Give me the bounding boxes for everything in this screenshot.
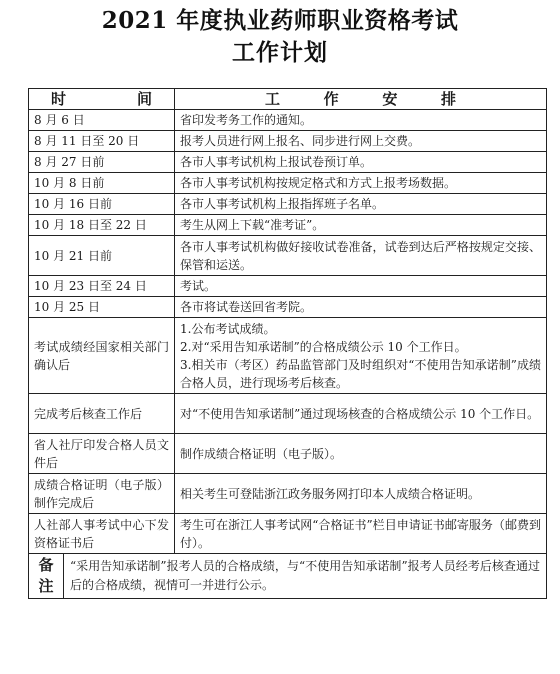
time-cell: 8 月 27 日前 — [29, 152, 175, 173]
time-cell: 10 月 23 日至 24 日 — [29, 276, 175, 297]
note-label-char: 注 — [38, 577, 54, 595]
work-text: 3.相关市（考区）药品监管部门及时组织对“不使用告知承诺制”成绩合格人员，进行现场考后核查。 — [180, 357, 541, 390]
time-cell: 省人社厅印发合格人员文件后 — [29, 434, 175, 474]
table-header-row — [29, 89, 547, 110]
work-cell — [175, 276, 547, 297]
work-text: 各市人事考试机构上报指挥班子名单。 — [180, 197, 385, 211]
work-text: 2.对“采用告知承诺制”的合格成绩公示 10 个工作日。 — [180, 339, 467, 354]
work-cell — [175, 173, 547, 194]
time-cell: 8 月 11 日至 20 日 — [29, 131, 175, 152]
time-cell: 完成考后核查工作后 — [29, 394, 175, 434]
work-cell — [175, 434, 547, 474]
table-row — [29, 514, 547, 554]
note-label — [29, 554, 64, 598]
time-cell: 成绩合格证明（电子版）制作完成后 — [29, 474, 175, 514]
work-text: 省印发考务工作的通知。 — [180, 113, 313, 127]
header-time: 时 间 — [29, 89, 175, 110]
header-work: 工 作 安 排 — [175, 89, 547, 110]
note-cell — [29, 554, 547, 599]
time-cell: 10 月 16 日前 — [29, 194, 175, 215]
table-row — [29, 131, 547, 152]
time-cell: 10 月 21 日前 — [29, 236, 175, 276]
table-row — [29, 318, 547, 394]
table-row — [29, 194, 547, 215]
table-row — [29, 434, 547, 474]
time-cell: 8 月 6 日 — [29, 110, 175, 131]
work-text: 各市人事考试机构按规定格式和方式上报考场数据。 — [180, 176, 457, 190]
work-cell — [175, 474, 547, 514]
table-row — [29, 297, 547, 318]
work-text: 对“不使用告知承诺制”通过现场核查的合格成绩公示 10 个工作日。 — [180, 406, 540, 421]
work-cell — [175, 236, 547, 276]
work-cell — [175, 318, 547, 394]
document-title: 2021 年度执业药师职业资格考试 — [101, 7, 459, 34]
work-cell — [175, 297, 547, 318]
table-row — [29, 394, 547, 434]
work-cell — [175, 131, 547, 152]
work-plan-table — [28, 88, 547, 599]
table-row — [29, 474, 547, 514]
table-row — [29, 276, 547, 297]
time-cell: 10 月 18 日至 22 日 — [29, 215, 175, 236]
time-cell: 10 月 25 日 — [29, 297, 175, 318]
work-text: 考试。 — [180, 279, 217, 293]
work-cell — [175, 215, 547, 236]
note-text: “采用告知承诺制”报考人员的合格成绩，与“不使用告知承诺制”报考人员经考后核查通过后的合格成绩，视情可一并进行公示。 — [70, 559, 540, 592]
work-text: 各市人事考试机构做好接收试卷准备，试卷到达后严格按规定交接、保管和运送。 — [180, 239, 541, 272]
work-text: 1.公布考试成绩。 — [180, 321, 276, 336]
time-cell: 人社部人事考试中心下发资格证书后 — [29, 514, 175, 554]
work-text: 制作成绩合格证明（电子版）。 — [180, 446, 343, 461]
work-cell — [175, 152, 547, 173]
document-subtitle: 工作计划 — [232, 39, 328, 66]
work-cell — [175, 194, 547, 215]
work-text: 考生可在浙江人事考试网“合格证书”栏目申请证书邮寄服务（邮费到付）。 — [180, 517, 541, 550]
work-cell — [175, 110, 547, 131]
table-row — [29, 215, 547, 236]
time-cell: 10 月 8 日前 — [29, 173, 175, 194]
work-cell — [175, 394, 547, 434]
table-row — [29, 173, 547, 194]
table-row — [29, 110, 547, 131]
table-row — [29, 152, 547, 173]
work-text: 相关考生可登陆浙江政务服务网打印本人成绩合格证明。 — [180, 486, 481, 501]
note-label-char: 备 — [38, 556, 54, 574]
work-text: 各市将试卷送回省考院。 — [180, 300, 313, 314]
table-body — [29, 110, 547, 599]
time-cell: 考试成绩经国家相关部门确认后 — [29, 318, 175, 394]
work-text: 报考人员进行网上报名、同步进行网上交费。 — [180, 134, 421, 148]
table-row — [29, 236, 547, 276]
work-text: 考生从网上下载“准考证”。 — [180, 218, 325, 232]
note-row — [29, 554, 547, 599]
work-text: 各市人事考试机构上报试卷预订单。 — [180, 155, 373, 169]
work-cell — [175, 514, 547, 554]
